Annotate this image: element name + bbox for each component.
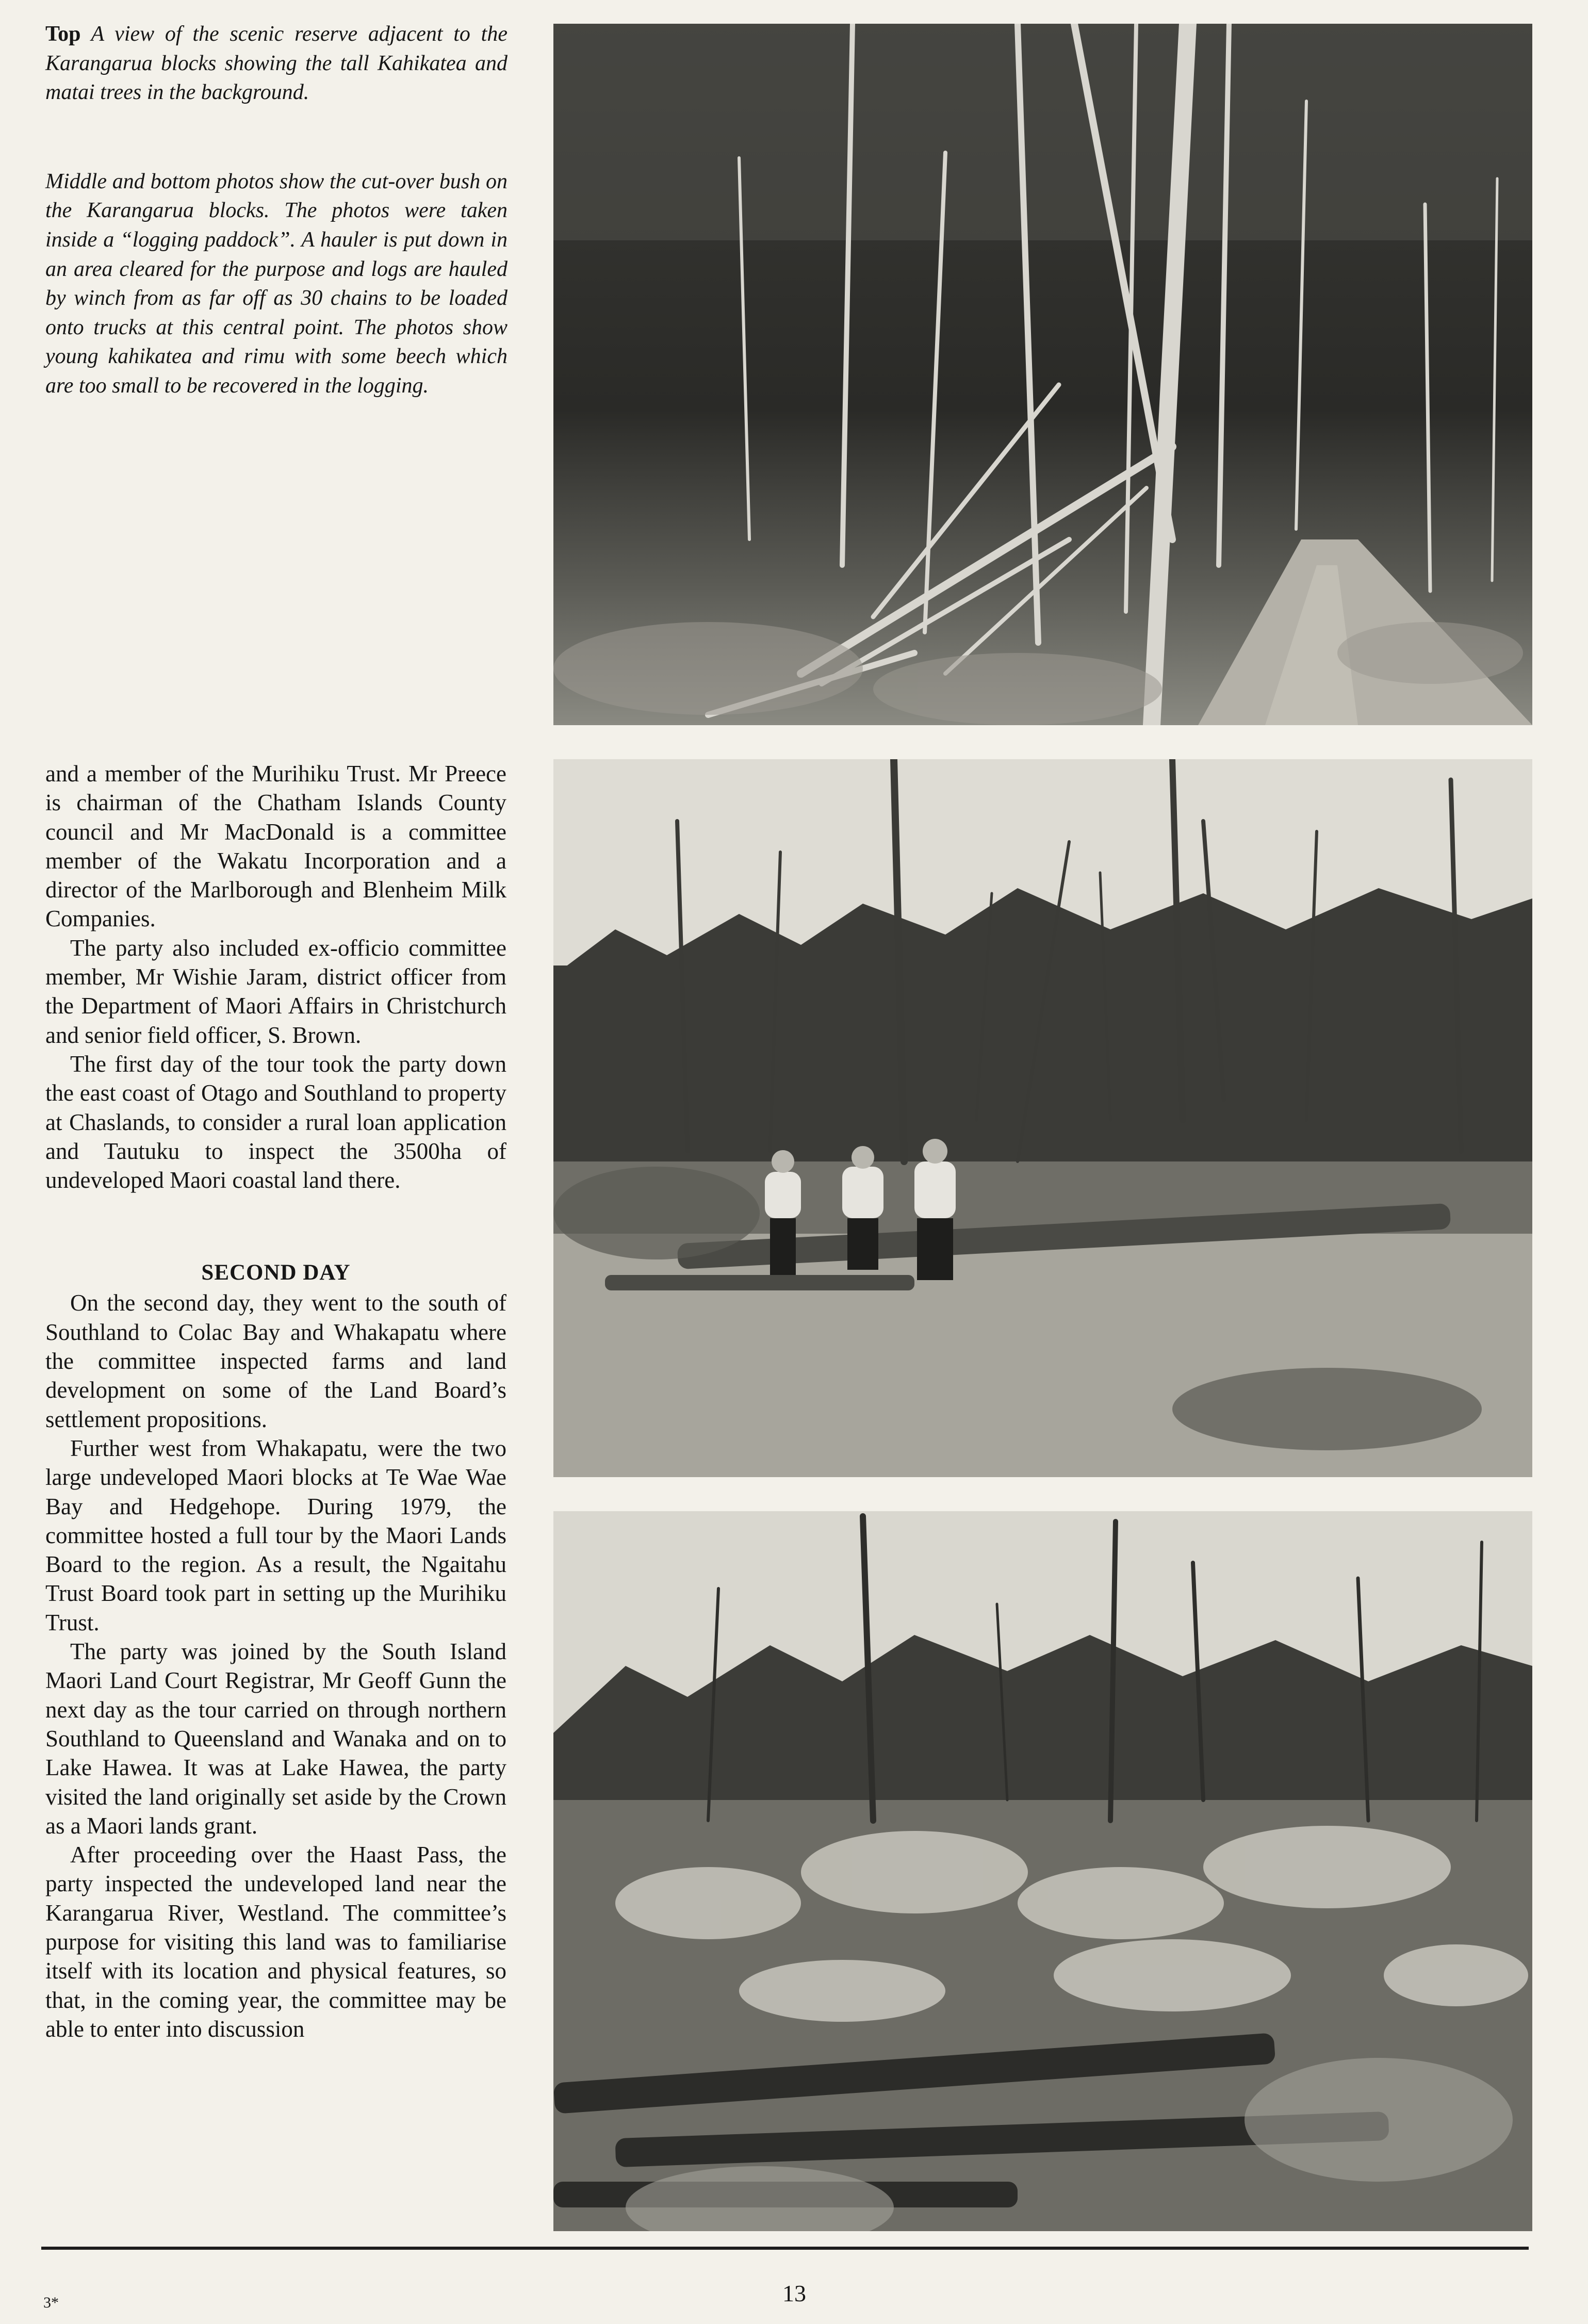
top-photo [553, 24, 1532, 725]
people-group [765, 1139, 956, 1280]
footer-rule [41, 2247, 1529, 2250]
bottom-photo [553, 1511, 1532, 2231]
article-paragraph: After proceeding over the Haast Pass, the party inspected the undeveloped land near the Karangarua River, Westland. The committee’s purpose for visiting this land was to familiarise itself with its location and physical features, so that, in the coming year, the committee may be able to enter into discussion [45, 1842, 506, 2042]
article-body [45, 759, 506, 2043]
middle-photo-graphic [553, 759, 1532, 1477]
article-paragraph: Further west from Whakapatu, were the two large undeveloped Maori blocks at Te Wae Wae Bay and Hedgehope. During 1979, the committee hosted a full tour by the Maori Lands Board to the region. As a result, the Ngaitahu Trust Board took part in setting up the Murihiku Trust. [45, 1435, 506, 1635]
middle-photo [553, 759, 1532, 1477]
article-paragraph: On the second day, they went to the south of Southland to Colac Bay and Whakapatu where the committee inspected farms and land development on some of the Land Board’s settlement propositions. [45, 1290, 506, 1432]
caption-middle-bottom: Middle and bottom photos show the cut-over bush on the Karangarua blocks. The photos were taken inside a “logging paddock”. A hauler is put down in an area cleared for the purpose and logs are hauled by winch from as far off as 30 chains to be loaded onto trucks at this central point. The photos show young kahikatea and rimu with some beech which are too small to be recovered in the logging. [45, 169, 507, 398]
bottom-photo-graphic [553, 1511, 1532, 2231]
caption-lead: Top [45, 22, 81, 46]
page-number: 13 [782, 2280, 806, 2306]
top-photo-graphic [553, 24, 1532, 725]
article-paragraph: The first day of the tour took the party down the east coast of Otago and Southland to property at Chaslands, to consider a rural loan application and Tautuku to inspect the 3500ha of undeveloped Maori coastal land there. [45, 1051, 506, 1193]
section-heading: SECOND DAY [201, 1261, 351, 1285]
photo-caption [45, 20, 507, 401]
caption-top [45, 20, 507, 107]
article-paragraph: The party also included ex-officio committee member, Mr Wishie Jaram, district officer from the Department of Maori Affairs in Christchurch and senior field officer, S. Brown. [45, 935, 506, 1048]
article-paragraph: and a member of the Murihiku Trust. Mr Preece is chairman of the Chatham Islands County council and Mr MacDonald is a committee member of the Wakatu Incorporation and a director of the Marlborough and Blenheim Milk Companies. [45, 761, 506, 932]
signature-mark: 3* [43, 2294, 59, 2311]
caption-top-text: A view of the scenic reserve adjacent to the Karangarua blocks showing the tall Kahikatea and matai trees in the background. [45, 22, 507, 105]
article-paragraph: The party was joined by the South Island Maori Land Court Registrar, Mr Geoff Gunn the next day as the tour carried on through northern Southland to Queensland and Wanaka and on to Lake Hawea. It was at Lake Hawea, the party visited the land originally set aside by the Crown as a Maori lands grant. [45, 1639, 506, 1839]
